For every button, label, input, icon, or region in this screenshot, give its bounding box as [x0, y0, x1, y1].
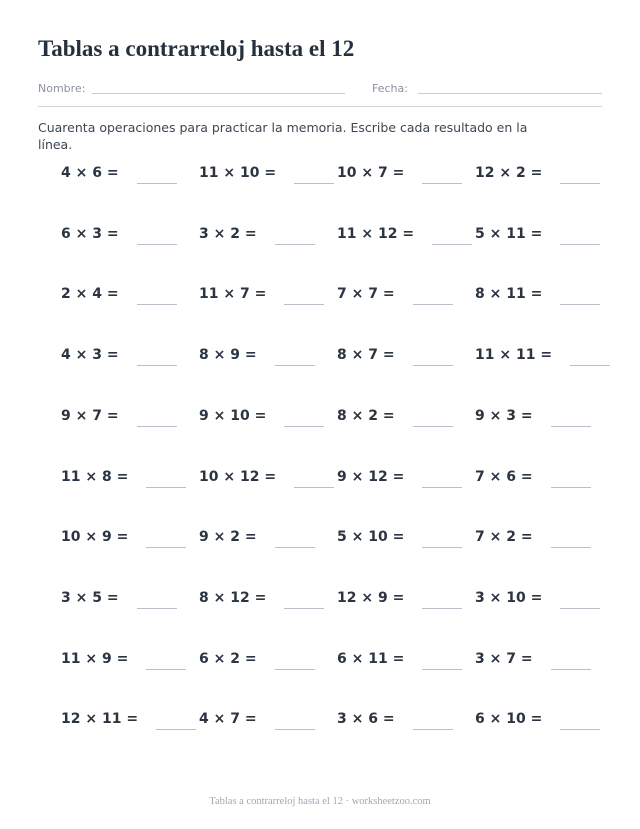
problem-expression: 11 × 9 =	[61, 651, 129, 667]
problem-expression: 9 × 2 =	[199, 529, 257, 545]
problem-expression: 11 × 11 =	[475, 347, 553, 363]
answer-line[interactable]	[422, 183, 462, 184]
answer-line[interactable]	[422, 487, 462, 488]
answer-line[interactable]	[413, 365, 453, 366]
problem-expression: 11 × 8 =	[61, 469, 129, 485]
answer-line[interactable]	[294, 487, 334, 488]
problem-expression: 6 × 3 =	[61, 226, 119, 242]
answer-line[interactable]	[275, 669, 315, 670]
problem-expression: 7 × 6 =	[475, 469, 533, 485]
problem-expression: 6 × 2 =	[199, 651, 257, 667]
problem-expression: 3 × 10 =	[475, 590, 543, 606]
answer-line[interactable]	[137, 608, 177, 609]
answer-line[interactable]	[551, 669, 591, 670]
answer-line[interactable]	[275, 365, 315, 366]
problem-expression: 8 × 11 =	[475, 286, 543, 302]
answer-line[interactable]	[551, 426, 591, 427]
problem-expression: 3 × 5 =	[61, 590, 119, 606]
footer: Tablas a contrarreloj hasta el 12 · worksheetzoo.com	[209, 796, 431, 807]
problem-expression: 10 × 9 =	[61, 529, 129, 545]
answer-line[interactable]	[275, 244, 315, 245]
answer-line[interactable]	[137, 244, 177, 245]
answer-line[interactable]	[560, 729, 600, 730]
answer-line[interactable]	[560, 183, 600, 184]
answer-line[interactable]	[422, 547, 462, 548]
problem-expression: 2 × 4 =	[61, 286, 119, 302]
answer-line[interactable]	[137, 183, 177, 184]
answer-line[interactable]	[560, 304, 600, 305]
answer-line[interactable]	[284, 426, 324, 427]
answer-line[interactable]	[413, 304, 453, 305]
answer-line[interactable]	[275, 547, 315, 548]
instructions: Cuarenta operaciones para practicar la memoria. Escribe cada resultado en la línea.	[38, 120, 528, 152]
problem-expression: 12 × 9 =	[337, 590, 405, 606]
problem-expression: 4 × 6 =	[61, 165, 119, 181]
problem-expression: 5 × 11 =	[475, 226, 543, 242]
answer-line[interactable]	[284, 304, 324, 305]
answer-line[interactable]	[560, 608, 600, 609]
name-label: Nombre:	[38, 82, 86, 95]
problem-expression: 3 × 6 =	[337, 711, 395, 727]
answer-line[interactable]	[413, 426, 453, 427]
problem-expression: 9 × 3 =	[475, 408, 533, 424]
problem-expression: 12 × 11 =	[61, 711, 139, 727]
problem-expression: 3 × 2 =	[199, 226, 257, 242]
answer-line[interactable]	[413, 729, 453, 730]
answer-line[interactable]	[570, 365, 610, 366]
answer-line[interactable]	[551, 487, 591, 488]
answer-line[interactable]	[422, 608, 462, 609]
problem-expression: 4 × 3 =	[61, 347, 119, 363]
problem-expression: 5 × 10 =	[337, 529, 405, 545]
answer-line[interactable]	[284, 608, 324, 609]
problem-expression: 4 × 7 =	[199, 711, 257, 727]
answer-line[interactable]	[560, 244, 600, 245]
answer-line[interactable]	[137, 304, 177, 305]
answer-line[interactable]	[432, 244, 472, 245]
problem-expression: 9 × 7 =	[61, 408, 119, 424]
problem-expression: 11 × 12 =	[337, 226, 415, 242]
page-title: Tablas a contrarreloj hasta el 12	[38, 36, 355, 61]
problem-expression: 3 × 7 =	[475, 651, 533, 667]
problem-expression: 6 × 11 =	[337, 651, 405, 667]
problem-expression: 12 × 2 =	[475, 165, 543, 181]
problem-expression: 7 × 7 =	[337, 286, 395, 302]
answer-line[interactable]	[137, 426, 177, 427]
problem-expression: 10 × 7 =	[337, 165, 405, 181]
problem-expression: 8 × 7 =	[337, 347, 395, 363]
answer-line[interactable]	[146, 487, 186, 488]
answer-line[interactable]	[146, 669, 186, 670]
date-label: Fecha:	[372, 82, 408, 95]
problem-expression: 9 × 10 =	[199, 408, 267, 424]
problem-expression: 8 × 9 =	[199, 347, 257, 363]
answer-line[interactable]	[551, 547, 591, 548]
answer-line[interactable]	[137, 365, 177, 366]
problem-expression: 8 × 12 =	[199, 590, 267, 606]
problem-expression: 11 × 10 =	[199, 165, 277, 181]
answer-line[interactable]	[275, 729, 315, 730]
answer-line[interactable]	[156, 729, 196, 730]
problem-expression: 7 × 2 =	[475, 529, 533, 545]
answer-line[interactable]	[422, 669, 462, 670]
problem-expression: 11 × 7 =	[199, 286, 267, 302]
answer-line[interactable]	[146, 547, 186, 548]
problem-expression: 9 × 12 =	[337, 469, 405, 485]
problem-expression: 6 × 10 =	[475, 711, 543, 727]
problem-expression: 8 × 2 =	[337, 408, 395, 424]
answer-line[interactable]	[294, 183, 334, 184]
problem-expression: 10 × 12 =	[199, 469, 277, 485]
